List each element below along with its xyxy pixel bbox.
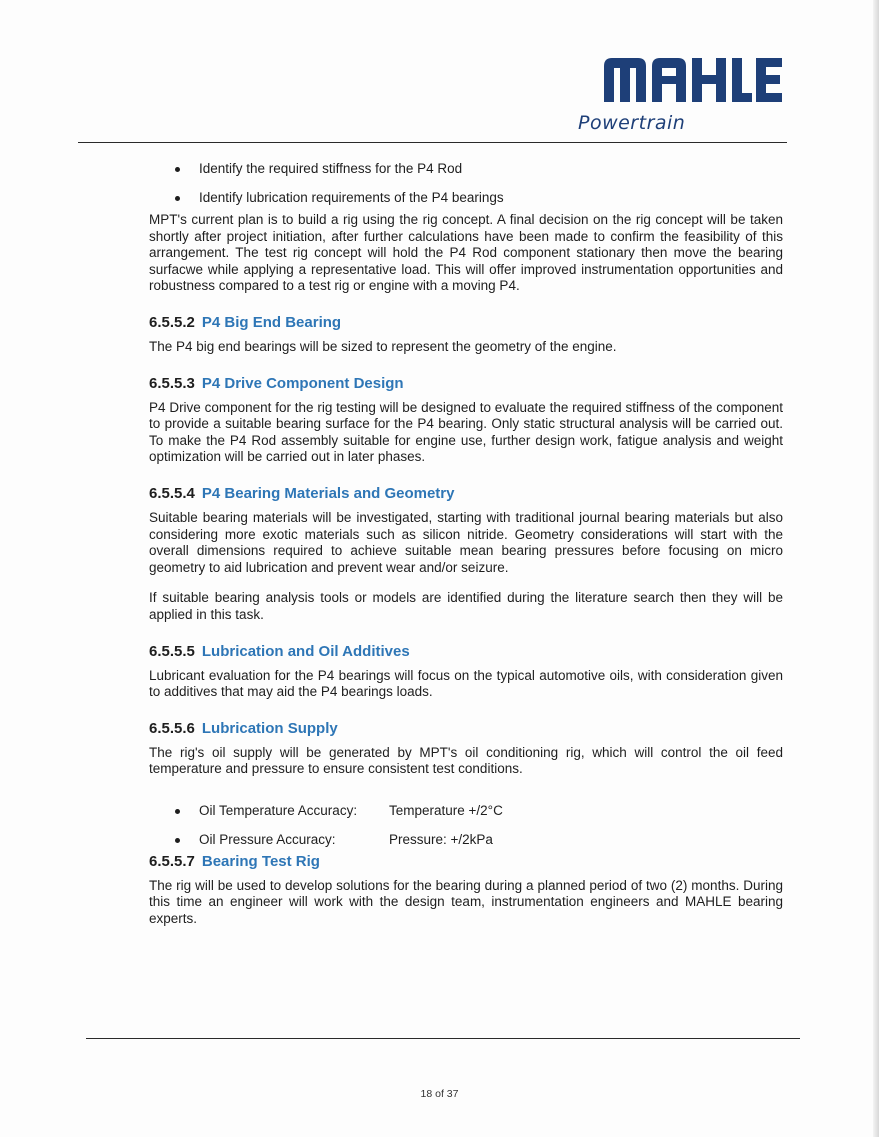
bullet-label: Oil Pressure Accuracy: <box>199 831 336 847</box>
list-item <box>149 802 783 819</box>
section-title: Lubrication Supply <box>201 719 338 737</box>
section-title: Lubrication and Oil Additives <box>201 642 410 660</box>
section-heading <box>149 642 783 662</box>
intro-bullet-list <box>149 160 783 206</box>
mahle-logo-icon <box>604 56 782 102</box>
section-paragraph: P4 Drive component for the rig testing will be designed to evaluate the required stiffness of the component to provide a suitable bearing surface for the P4 bearing. Only static structural analysis will be carried out. To make the P4 Rod assembly suitable for engine use, further design work, fatigue analysis and weight optimization will be carried out in later phases. <box>149 399 783 465</box>
section-paragraph: The rig's oil supply will be generated by MPT's oil conditioning rig, which will control the oil feed temperature and pressure to ensure consistent test conditions. <box>149 744 783 777</box>
section-number: 6.5.5.6 <box>149 719 195 737</box>
page-edge-shadow <box>873 0 879 1137</box>
section-paragraph: The P4 big end bearings will be sized to represent the geometry of the engine. <box>149 338 617 354</box>
section-paragraph: If suitable bearing analysis tools or models are identified during the literature search then they will be applied in this task. <box>149 590 783 622</box>
section-number: 6.5.5.4 <box>149 484 195 502</box>
intro-paragraph: MPT's current plan is to build a rig using the rig concept. A final decision on the rig concept will be taken shortly after project initiation, after further calculations have been made to confirm the feasibility of this arrangement. The test rig concept will hold the P4 Rod component stationary then move the bearing surfacwe while applying a representative load. This will offer improved instrumentation opportunities and robustness compared to a test rig or engine with a moving P4. <box>149 212 783 294</box>
section-title: Bearing Test Rig <box>201 852 320 870</box>
section-heading <box>149 374 783 394</box>
section-title: P4 Drive Component Design <box>201 374 404 392</box>
section-number: 6.5.5.5 <box>149 642 195 660</box>
section-heading <box>149 313 783 333</box>
section-number: 6.5.5.7 <box>149 852 195 870</box>
list-item: Identify lubrication requirements of the P4 bearings <box>149 189 783 206</box>
footer-divider <box>86 1038 800 1039</box>
section-paragraph: Suitable bearing materials will be investigated, starting with traditional journal bearing materials but also considering more exotic materials such as silicon nitride. Geometry considerations will start with the overall dimensions required to achieve suitable mean bearing pressures before focusing on micro geometry to aid lubrication and prevent wear and/or seizure. <box>149 509 783 575</box>
section-number: 6.5.5.2 <box>149 313 195 331</box>
oil-accuracy-list <box>149 802 783 848</box>
section-heading <box>149 719 783 739</box>
header-divider <box>78 142 787 143</box>
bullet-label: Oil Temperature Accuracy: <box>199 802 358 818</box>
section-heading <box>149 484 783 504</box>
section-heading <box>149 852 783 872</box>
document-body <box>149 156 783 928</box>
brand-subtitle: Powertrain <box>578 112 686 134</box>
bullet-value: Pressure: +/2kPa <box>389 831 493 847</box>
bullet-value: Temperature +/2°C <box>389 802 503 818</box>
section-number: 6.5.5.3 <box>149 374 195 392</box>
section-paragraph: Lubricant evaluation for the P4 bearings will focus on the typical automotive oils, with consideration given to additives that may aid the P4 bearings loads. <box>149 667 783 700</box>
section-title: P4 Bearing Materials and Geometry <box>201 484 455 502</box>
list-item: Identify the required stiffness for the P4 Rod <box>149 160 783 177</box>
section-paragraph: The rig will be used to develop solutions for the bearing during a planned period of two (2) months. During this time an engineer will work with the design team, instrumentation engineers and MAHLE bearing experts. <box>149 877 783 927</box>
page-number: 18 of 37 <box>420 1088 459 1100</box>
section-title: P4 Big End Bearing <box>201 313 342 331</box>
list-item <box>149 831 783 848</box>
